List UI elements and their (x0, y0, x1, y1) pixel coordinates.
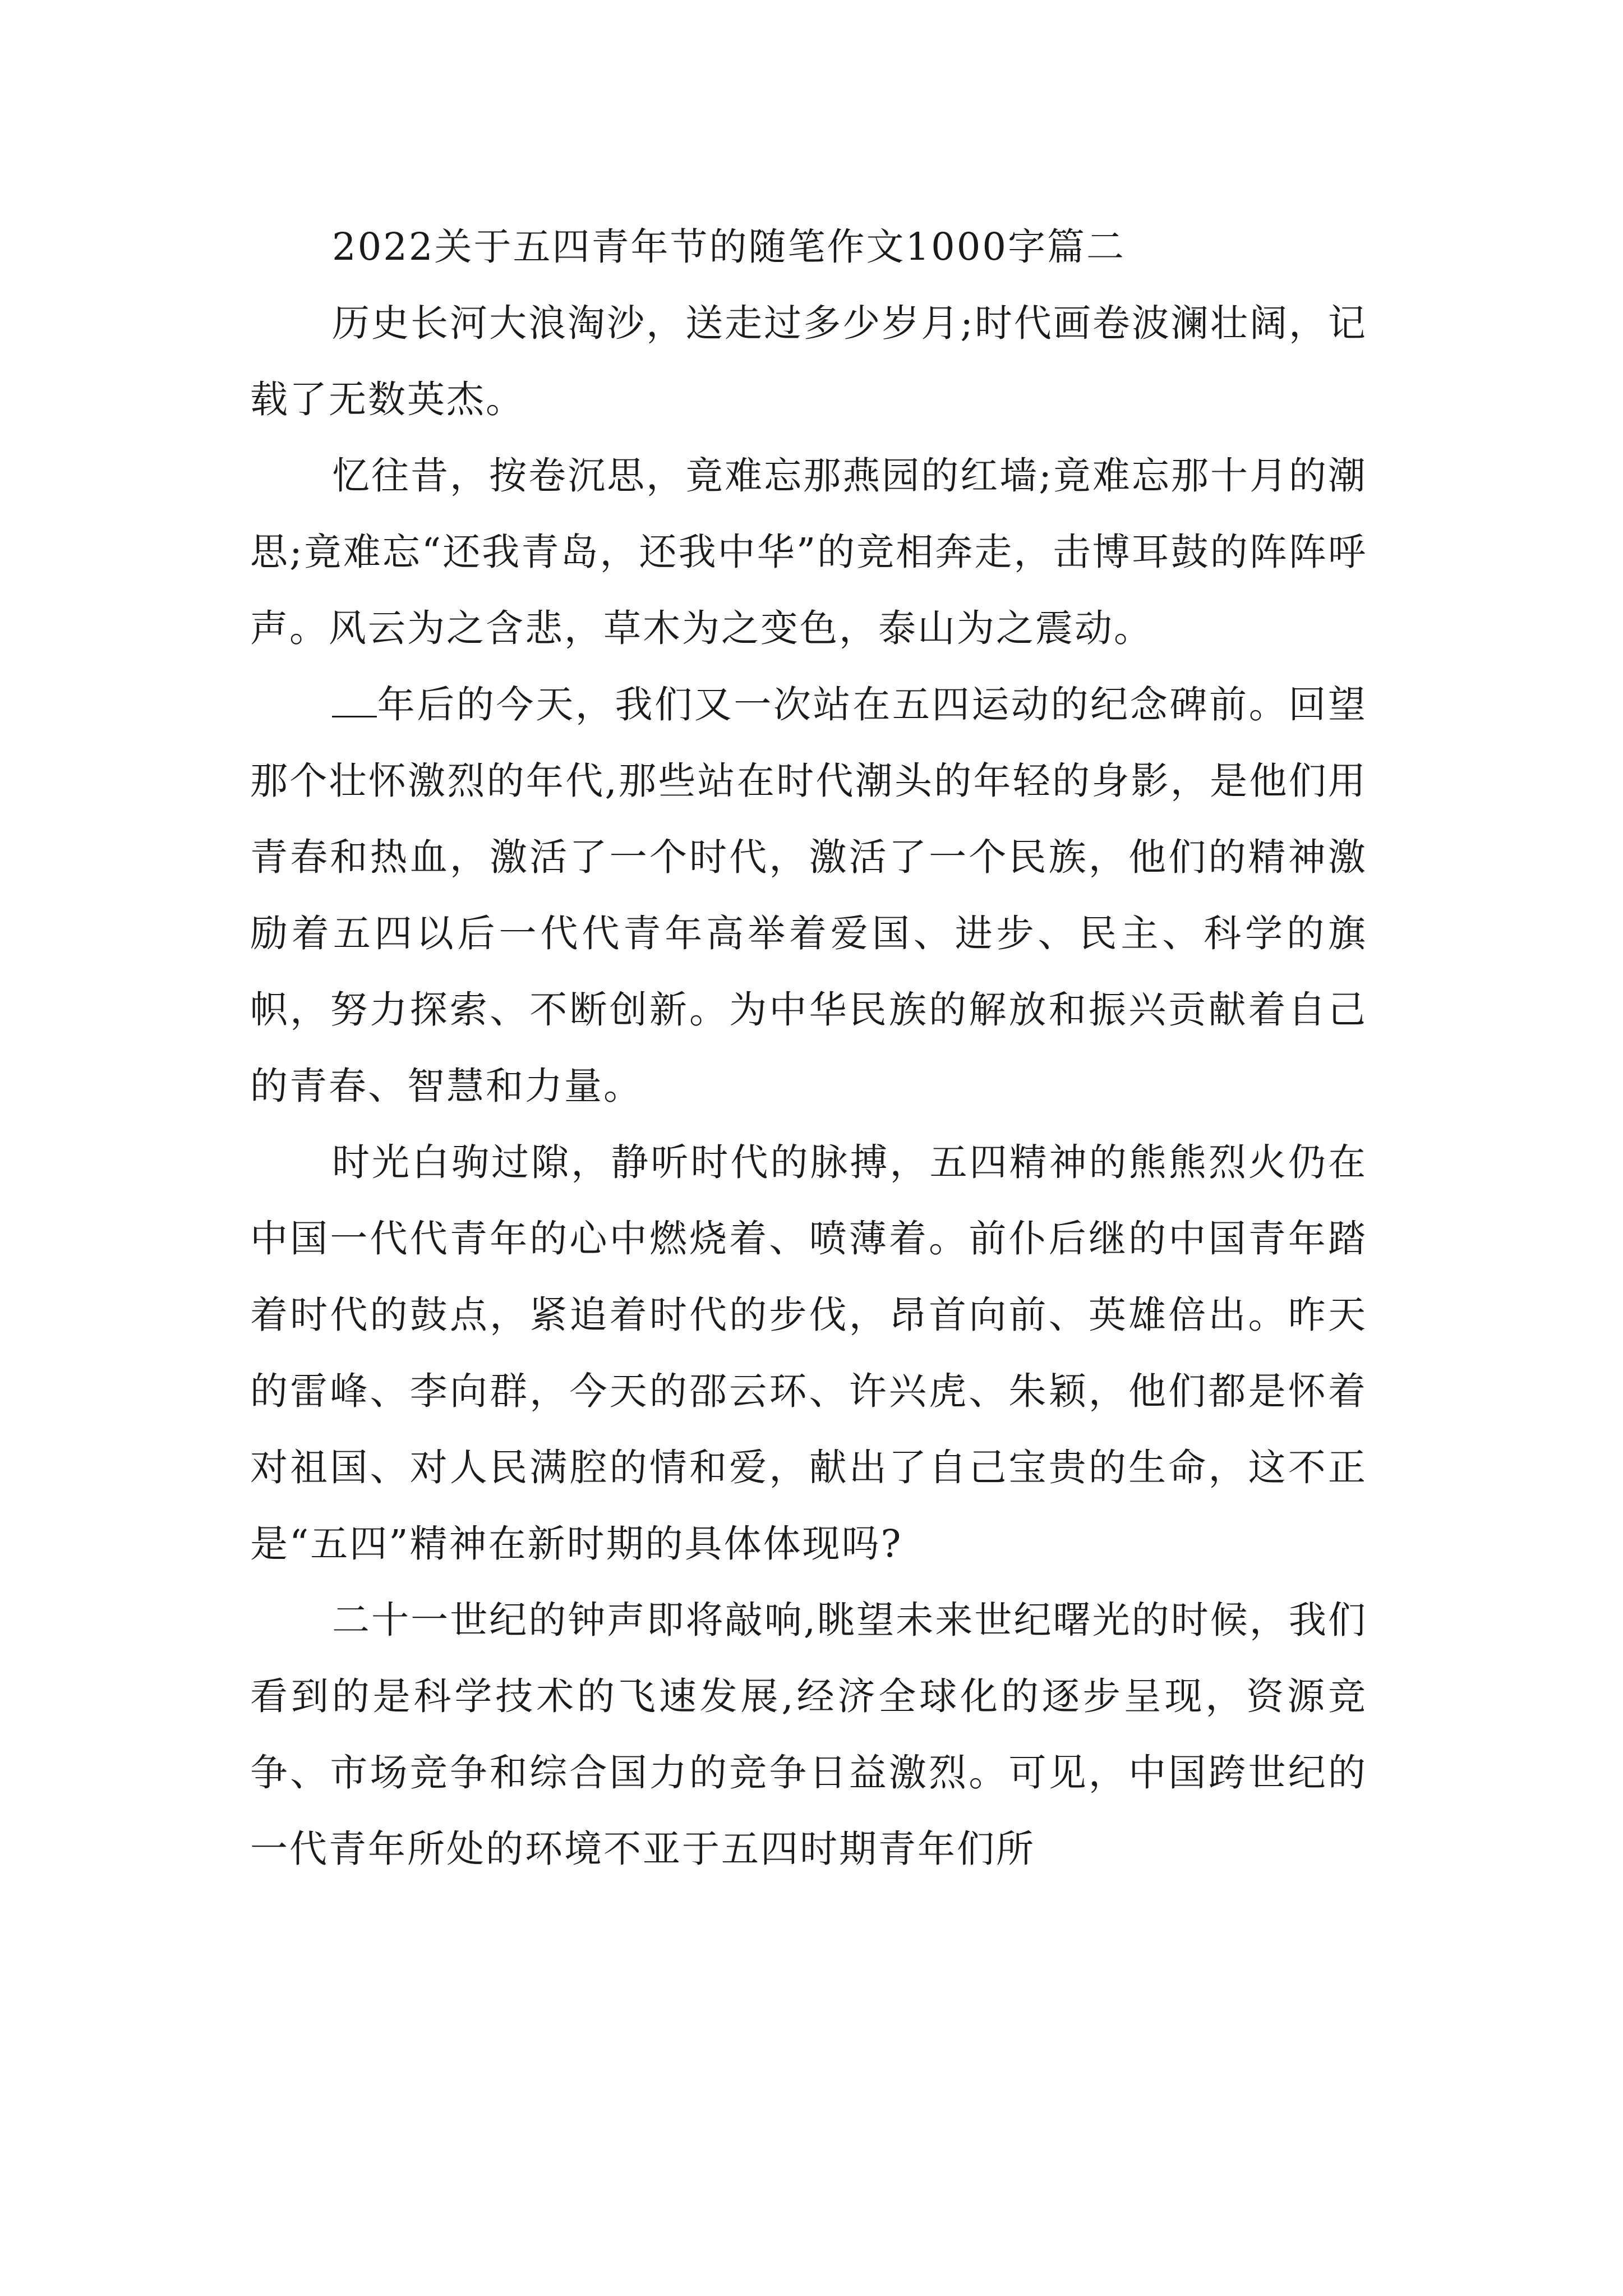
paragraph-1: 历史长河大浪淘沙，送走过多少岁月;时代画卷波澜壮阔，记载了无数英杰。 (250, 301, 1367, 421)
document-body (250, 209, 1367, 1887)
paragraph-3-body: 回望那个壮怀激烈的年代,那些站在时代潮头的年轻的身影，是他们用青春和热血，激活了一个时代，激活了一个民族，他们的精神激励着五四以后一代代青年高举着爱国、进步、民主、科学的旗帜，努力探索、不断创新。为中华民族的解放和振兴贡献着自己的青春、智慧和力量。 (250, 683, 1367, 1108)
paragraph-5: 二十一世纪的钟声即将敲响,眺望未来世纪曙光的时候，我们看到的是科学技术的飞速发展,经济全球化的逐步呈现，资源竞争、市场竞争和综合国力的竞争日益激烈。可见，中国跨世纪的一代青年所处的环境不亚于五四时期青年们所 (250, 1598, 1367, 1871)
paragraph-4: 时光白驹过隙，静听时代的脉搏，五四精神的熊熊烈火仍在中国一代代青年的心中燃烧着、喷薄着。前仆后继的中国青年踏着时代的鼓点，紧追着时代的步伐，昂首向前、英雄倍出。昨天的雷峰、李向群，今天的邵云环、许兴虎、朱颖，他们都是怀着对祖国、对人民满腔的情和爱，献出了自己宝贵的生命，这不正是“五四”精神在新时期的具体体现吗? (250, 1140, 1367, 1566)
paragraph-3-opening: 年后的今天，我们又一次站在五四运动的纪念碑前。 (377, 683, 1289, 726)
paragraph-3 (250, 666, 1367, 1124)
paragraph-2: 忆往昔，按卷沉思，竟难忘那燕园的红墙;竟难忘那十月的潮思;竟难忘“还我青岛，还我中华”的竞相奔走，击博耳鼓的阵阵呼声。风云为之含悲，草木为之变色，泰山为之震动。 (250, 454, 1367, 650)
fill-in-blank (332, 688, 377, 717)
document-title: 2022关于五四青年节的随笔作文1000字篇二 (332, 225, 1126, 269)
